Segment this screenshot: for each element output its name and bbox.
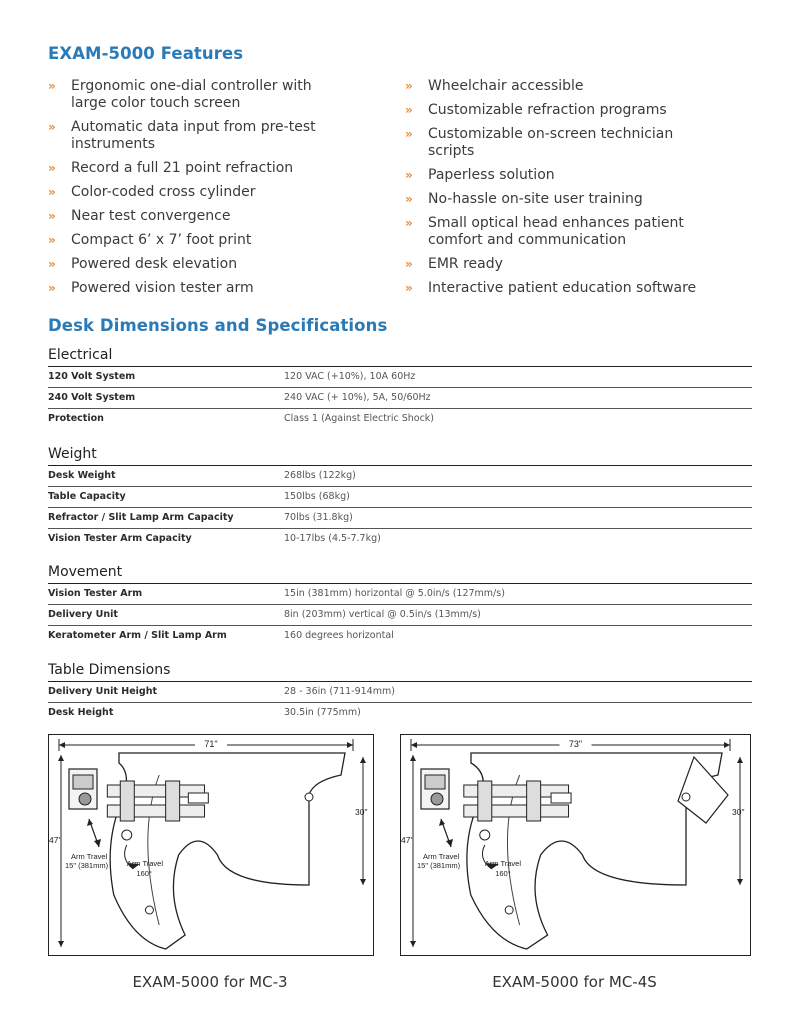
feature-text: Customizable on-screen technician [428, 126, 674, 142]
feature-text: Small optical head enhances patient [428, 215, 684, 231]
spec-row [48, 626, 752, 646]
feature-item [48, 184, 378, 201]
bullet-icon: » [405, 216, 413, 230]
diagram-caption-mc3: EXAM-5000 for MC-3 [132, 973, 288, 991]
bullet-icon: » [405, 103, 413, 117]
width-dimension-label: 73" [568, 739, 583, 749]
feature-item [405, 102, 752, 119]
feature-item [405, 280, 752, 297]
spec-group-title: Movement [48, 563, 752, 584]
feature-text: Customizable refraction programs [428, 102, 667, 118]
spec-value: 150lbs (68kg) [284, 491, 350, 502]
spec-row [48, 703, 752, 723]
specs-title: Desk Dimensions and Specifications [48, 316, 388, 335]
bullet-icon: » [405, 127, 413, 141]
spec-group [48, 346, 752, 429]
feature-item [48, 256, 378, 273]
spec-value: 30.5in (775mm) [284, 707, 361, 718]
floor-plan-drawing [401, 735, 750, 955]
height-dimension-label: 47" [49, 835, 62, 845]
arm-travel-distance: 15" (381mm) [417, 861, 461, 870]
spec-group [48, 563, 752, 646]
spec-key: Refractor / Slit Lamp Arm Capacity [48, 512, 234, 523]
feature-text: Interactive patient education software [428, 280, 697, 296]
diagram-mc3 [48, 734, 374, 956]
spec-key: Desk Height [48, 707, 114, 718]
feature-item [48, 119, 378, 153]
arm-rotation-label: Arm Travel [484, 859, 522, 868]
spec-row [48, 466, 752, 487]
feature-item [48, 208, 378, 225]
features-right-column [405, 78, 752, 304]
spec-value: 70lbs (31.8kg) [284, 512, 353, 523]
bullet-icon: » [48, 257, 56, 271]
spec-group-title: Electrical [48, 346, 752, 367]
spec-key: Desk Weight [48, 470, 116, 481]
height-dimension-label: 47" [401, 835, 414, 845]
depth-dimension-label: 30" [732, 807, 745, 817]
spec-row [48, 605, 752, 626]
spec-key: Keratometer Arm / Slit Lamp Arm [48, 630, 227, 641]
spec-value: 268lbs (122kg) [284, 470, 356, 481]
spec-value: Class 1 (Against Electric Shock) [284, 413, 435, 424]
floor-plan-drawing [49, 735, 373, 955]
diagram-caption-mc4s: EXAM-5000 for MC-4S [492, 973, 657, 991]
width-dimension-label: 71" [204, 739, 218, 749]
arm-rotation-label: Arm Travel [126, 859, 164, 868]
arm-rotation-degrees: 160° [136, 869, 152, 878]
spec-group-title: Weight [48, 445, 752, 466]
spec-key: Vision Tester Arm Capacity [48, 533, 192, 544]
features-left-column [48, 78, 378, 304]
feature-item [48, 280, 378, 297]
feature-item [405, 78, 752, 95]
spec-value: 28 - 36in (711-914mm) [284, 686, 395, 697]
feature-text: EMR ready [428, 256, 503, 272]
spec-key: Vision Tester Arm [48, 588, 143, 599]
feature-text: scripts [428, 143, 475, 159]
spec-key: Delivery Unit [48, 609, 118, 620]
feature-text: Powered vision tester arm [71, 280, 254, 296]
bullet-icon: » [405, 168, 413, 182]
feature-text: Record a full 21 point refraction [71, 160, 294, 176]
feature-text: large color touch screen [71, 95, 241, 111]
spec-value: 160 degrees horizontal [284, 630, 394, 641]
feature-item [405, 126, 752, 160]
bullet-icon: » [48, 281, 56, 295]
spec-group-title: Table Dimensions [48, 661, 752, 682]
bullet-icon: » [48, 185, 56, 199]
feature-item [48, 78, 378, 112]
feature-text: Automatic data input from pre-test [71, 119, 316, 135]
spec-value: 240 VAC (+ 10%), 5A, 50/60Hz [284, 392, 431, 403]
bullet-icon: » [405, 281, 413, 295]
spec-key: Protection [48, 413, 104, 424]
feature-text: Color-coded cross cylinder [71, 184, 256, 200]
spec-row [48, 584, 752, 605]
feature-text: Compact 6’ x 7’ foot print [71, 232, 252, 248]
bullet-icon: » [405, 257, 413, 271]
feature-text: Wheelchair accessible [428, 78, 584, 94]
bullet-icon: » [405, 192, 413, 206]
spec-value: 15in (381mm) horizontal @ 5.0in/s (127mm/s) [284, 588, 505, 599]
feature-item [48, 232, 378, 249]
spec-row [48, 682, 752, 703]
spec-value: 10-17lbs (4.5-7.7kg) [284, 533, 381, 544]
feature-text: Powered desk elevation [71, 256, 238, 272]
arm-travel-label: Arm Travel [423, 852, 460, 861]
diagram-mc4s [400, 734, 751, 956]
bullet-icon: » [48, 120, 56, 134]
feature-item [405, 191, 752, 208]
spec-row [48, 388, 752, 409]
bullet-icon: » [405, 79, 413, 93]
spec-row [48, 487, 752, 508]
feature-item [48, 160, 378, 177]
feature-text: Near test convergence [71, 208, 231, 224]
spec-key: Table Capacity [48, 491, 126, 502]
feature-item [405, 167, 752, 184]
features-title: EXAM-5000 Features [48, 44, 244, 63]
depth-dimension-label: 30" [355, 807, 368, 817]
spec-row [48, 367, 752, 388]
arm-rotation-degrees: 160° [495, 869, 511, 878]
spec-row [48, 529, 752, 549]
spec-key: 120 Volt System [48, 371, 136, 382]
feature-text: comfort and communication [428, 232, 627, 248]
spec-row [48, 409, 752, 429]
arm-travel-distance: 15" (381mm) [65, 861, 109, 870]
spec-value: 120 VAC (+10%), 10A 60Hz [284, 371, 416, 382]
bullet-icon: » [48, 209, 56, 223]
spec-row [48, 508, 752, 529]
spec-key: Delivery Unit Height [48, 686, 157, 697]
spec-group [48, 661, 752, 723]
feature-text: instruments [71, 136, 156, 152]
bullet-icon: » [48, 161, 56, 175]
spec-value: 8in (203mm) vertical @ 0.5in/s (13mm/s) [284, 609, 481, 620]
feature-text: Paperless solution [428, 167, 555, 183]
feature-item [405, 215, 752, 249]
bullet-icon: » [48, 79, 56, 93]
spec-group [48, 445, 752, 549]
feature-text: Ergonomic one-dial controller with [71, 78, 312, 94]
arm-travel-label: Arm Travel [71, 852, 108, 861]
feature-item [405, 256, 752, 273]
feature-text: No-hassle on-site user training [428, 191, 643, 207]
spec-key: 240 Volt System [48, 392, 136, 403]
bullet-icon: » [48, 233, 56, 247]
